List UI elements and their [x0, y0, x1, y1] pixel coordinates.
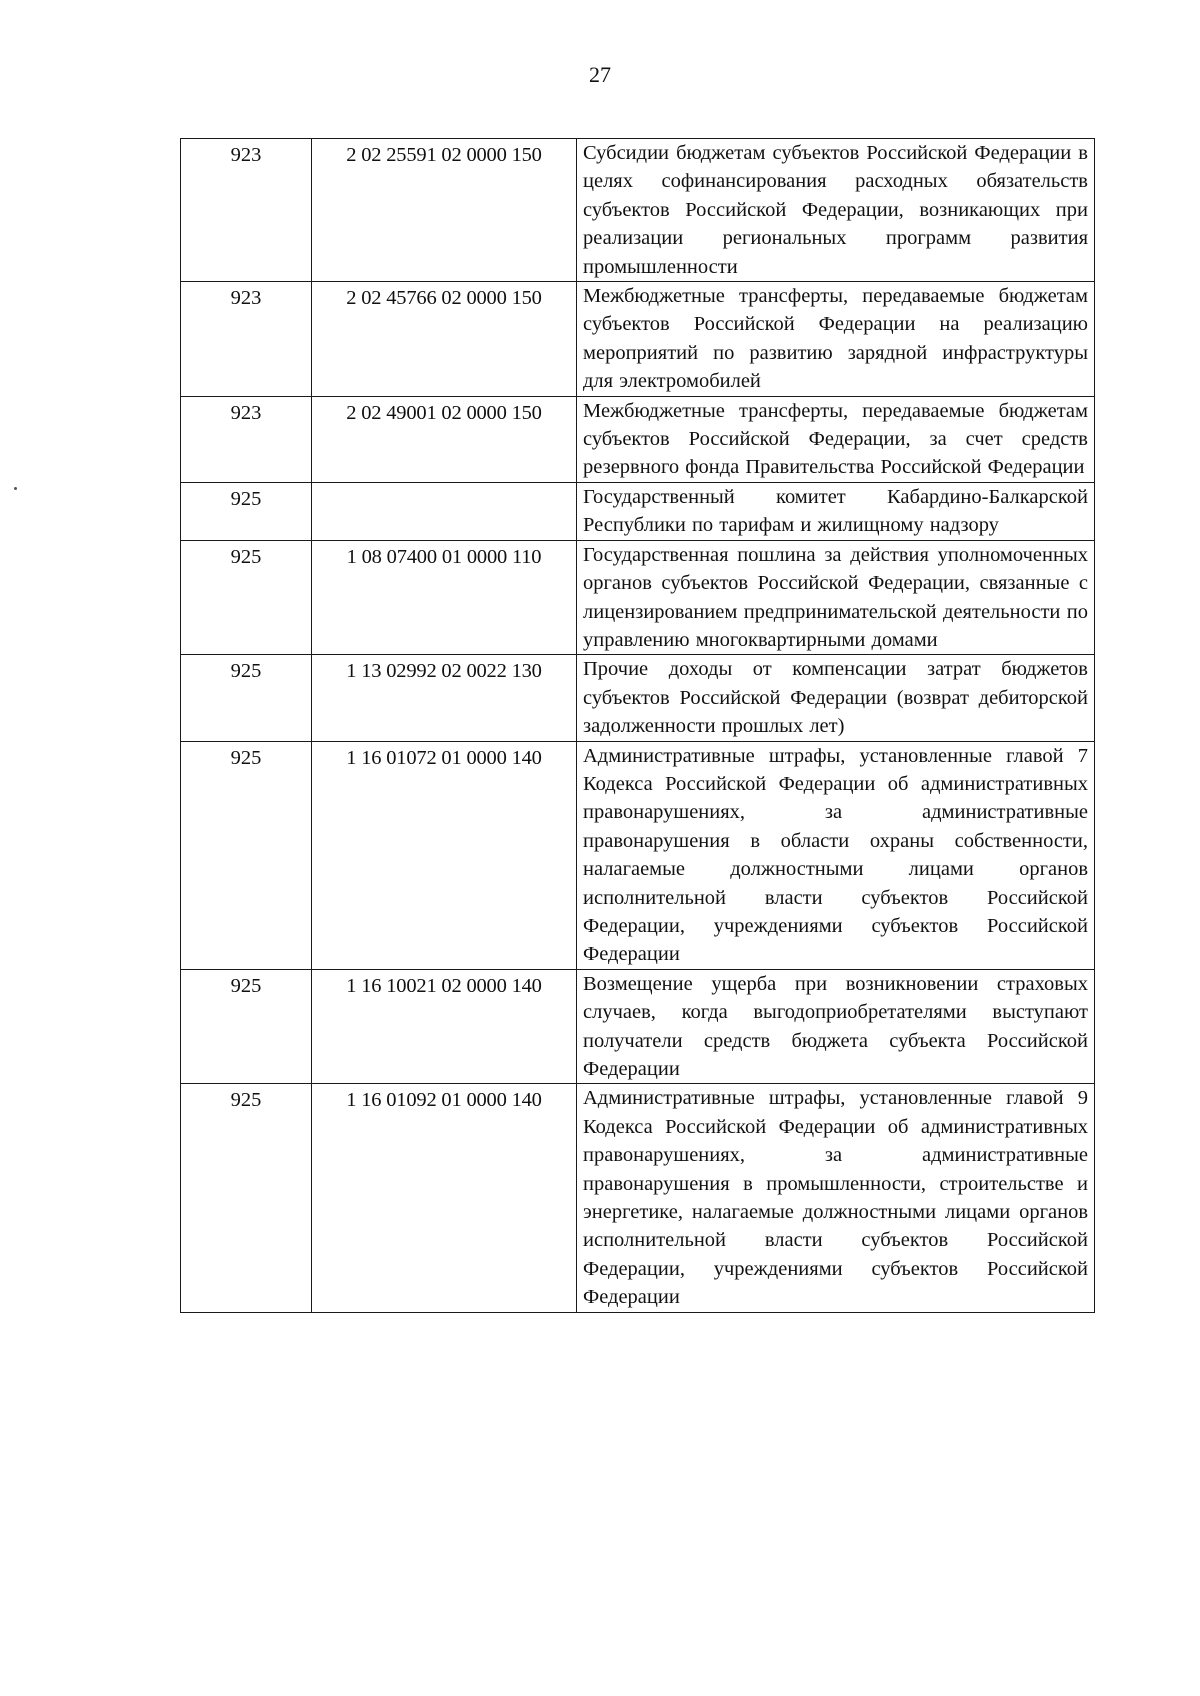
revenue-name-cell: Административные штрафы, установленные главой 7 Кодекса Российской Федерации об административных правонарушениях, за административные правонарушения в области охраны собственности, налагаемые должностными лицами органов исполнительной власти субъектов Российской Федерации, учреждениями субъектов Российской Федерации	[577, 741, 1095, 969]
revenue-name-cell: Прочие доходы от компенсации затрат бюджетов субъектов Российской Федерации (возврат дебиторской задолженности прошлых лет)	[577, 655, 1095, 741]
table-row	[181, 396, 1095, 482]
revenue-name-cell: Возмещение ущерба при возникновении страховых случаев, когда выгодоприобретателями выступают получатели средств бюджета субъекта Российской Федерации	[577, 969, 1095, 1084]
table-row	[181, 139, 1095, 282]
revenue-code-cell: 1 16 01092 01 0000 140	[312, 1084, 577, 1312]
revenue-code-cell: 1 13 02992 02 0022 130	[312, 655, 577, 741]
revenue-code-cell: 2 02 49001 02 0000 150	[312, 396, 577, 482]
revenue-code-cell: 1 16 01072 01 0000 140	[312, 741, 577, 969]
revenue-name-cell: Государственная пошлина за действия уполномоченных органов субъектов Российской Федерации, связанные с лицензированием предпринимательской деятельности по управлению многоквартирными домами	[577, 540, 1095, 655]
revenue-code-cell: 2 02 25591 02 0000 150	[312, 139, 577, 282]
table-row	[181, 741, 1095, 969]
admin-code-cell: 925	[181, 540, 312, 655]
admin-code-cell: 923	[181, 282, 312, 397]
table-row	[181, 969, 1095, 1084]
page-number: 27	[589, 62, 611, 87]
table-row	[181, 1084, 1095, 1312]
table-row	[181, 655, 1095, 741]
scan-speck	[14, 487, 17, 490]
revenue-code-cell: 1 08 07400 01 0000 110	[312, 540, 577, 655]
revenue-name-cell: Административные штрафы, установленные главой 9 Кодекса Российской Федерации об административных правонарушениях, за административные правонарушения в промышленности, строительстве и энергетике, налагаемые должностными лицами органов исполнительной власти субъектов Российской Федерации, учреждениями субъектов Российской Федерации	[577, 1084, 1095, 1312]
admin-code-cell: 925	[181, 655, 312, 741]
admin-code-cell: 925	[181, 1084, 312, 1312]
revenue-name-cell: Межбюджетные трансферты, передаваемые бюджетам субъектов Российской Федерации, за счет средств резервного фонда Правительства Российской Федерации	[577, 396, 1095, 482]
table-row	[181, 282, 1095, 397]
revenue-name-cell: Субсидии бюджетам субъектов Российской Федерации в целях софинансирования расходных обязательств субъектов Российской Федерации, возникающих при реализации региональных программ развития промышленности	[577, 139, 1095, 282]
admin-code-cell: 925	[181, 969, 312, 1084]
budget-revenue-table	[180, 138, 1095, 1313]
admin-code-cell: 925	[181, 741, 312, 969]
admin-code-cell: 925	[181, 482, 312, 540]
revenue-name-cell: Межбюджетные трансферты, передаваемые бюджетам субъектов Российской Федерации на реализацию мероприятий по развитию зарядной инфраструктуры для электромобилей	[577, 282, 1095, 397]
revenue-code-cell: 1 16 10021 02 0000 140	[312, 969, 577, 1084]
admin-code-cell: 923	[181, 139, 312, 282]
revenue-name-cell: Государственный комитет Кабардино-Балкарской Республики по тарифам и жилищному надзору	[577, 482, 1095, 540]
table-row	[181, 540, 1095, 655]
revenue-code-cell: 2 02 45766 02 0000 150	[312, 282, 577, 397]
admin-code-cell: 923	[181, 396, 312, 482]
revenue-code-cell	[312, 482, 577, 540]
table-row	[181, 482, 1095, 540]
